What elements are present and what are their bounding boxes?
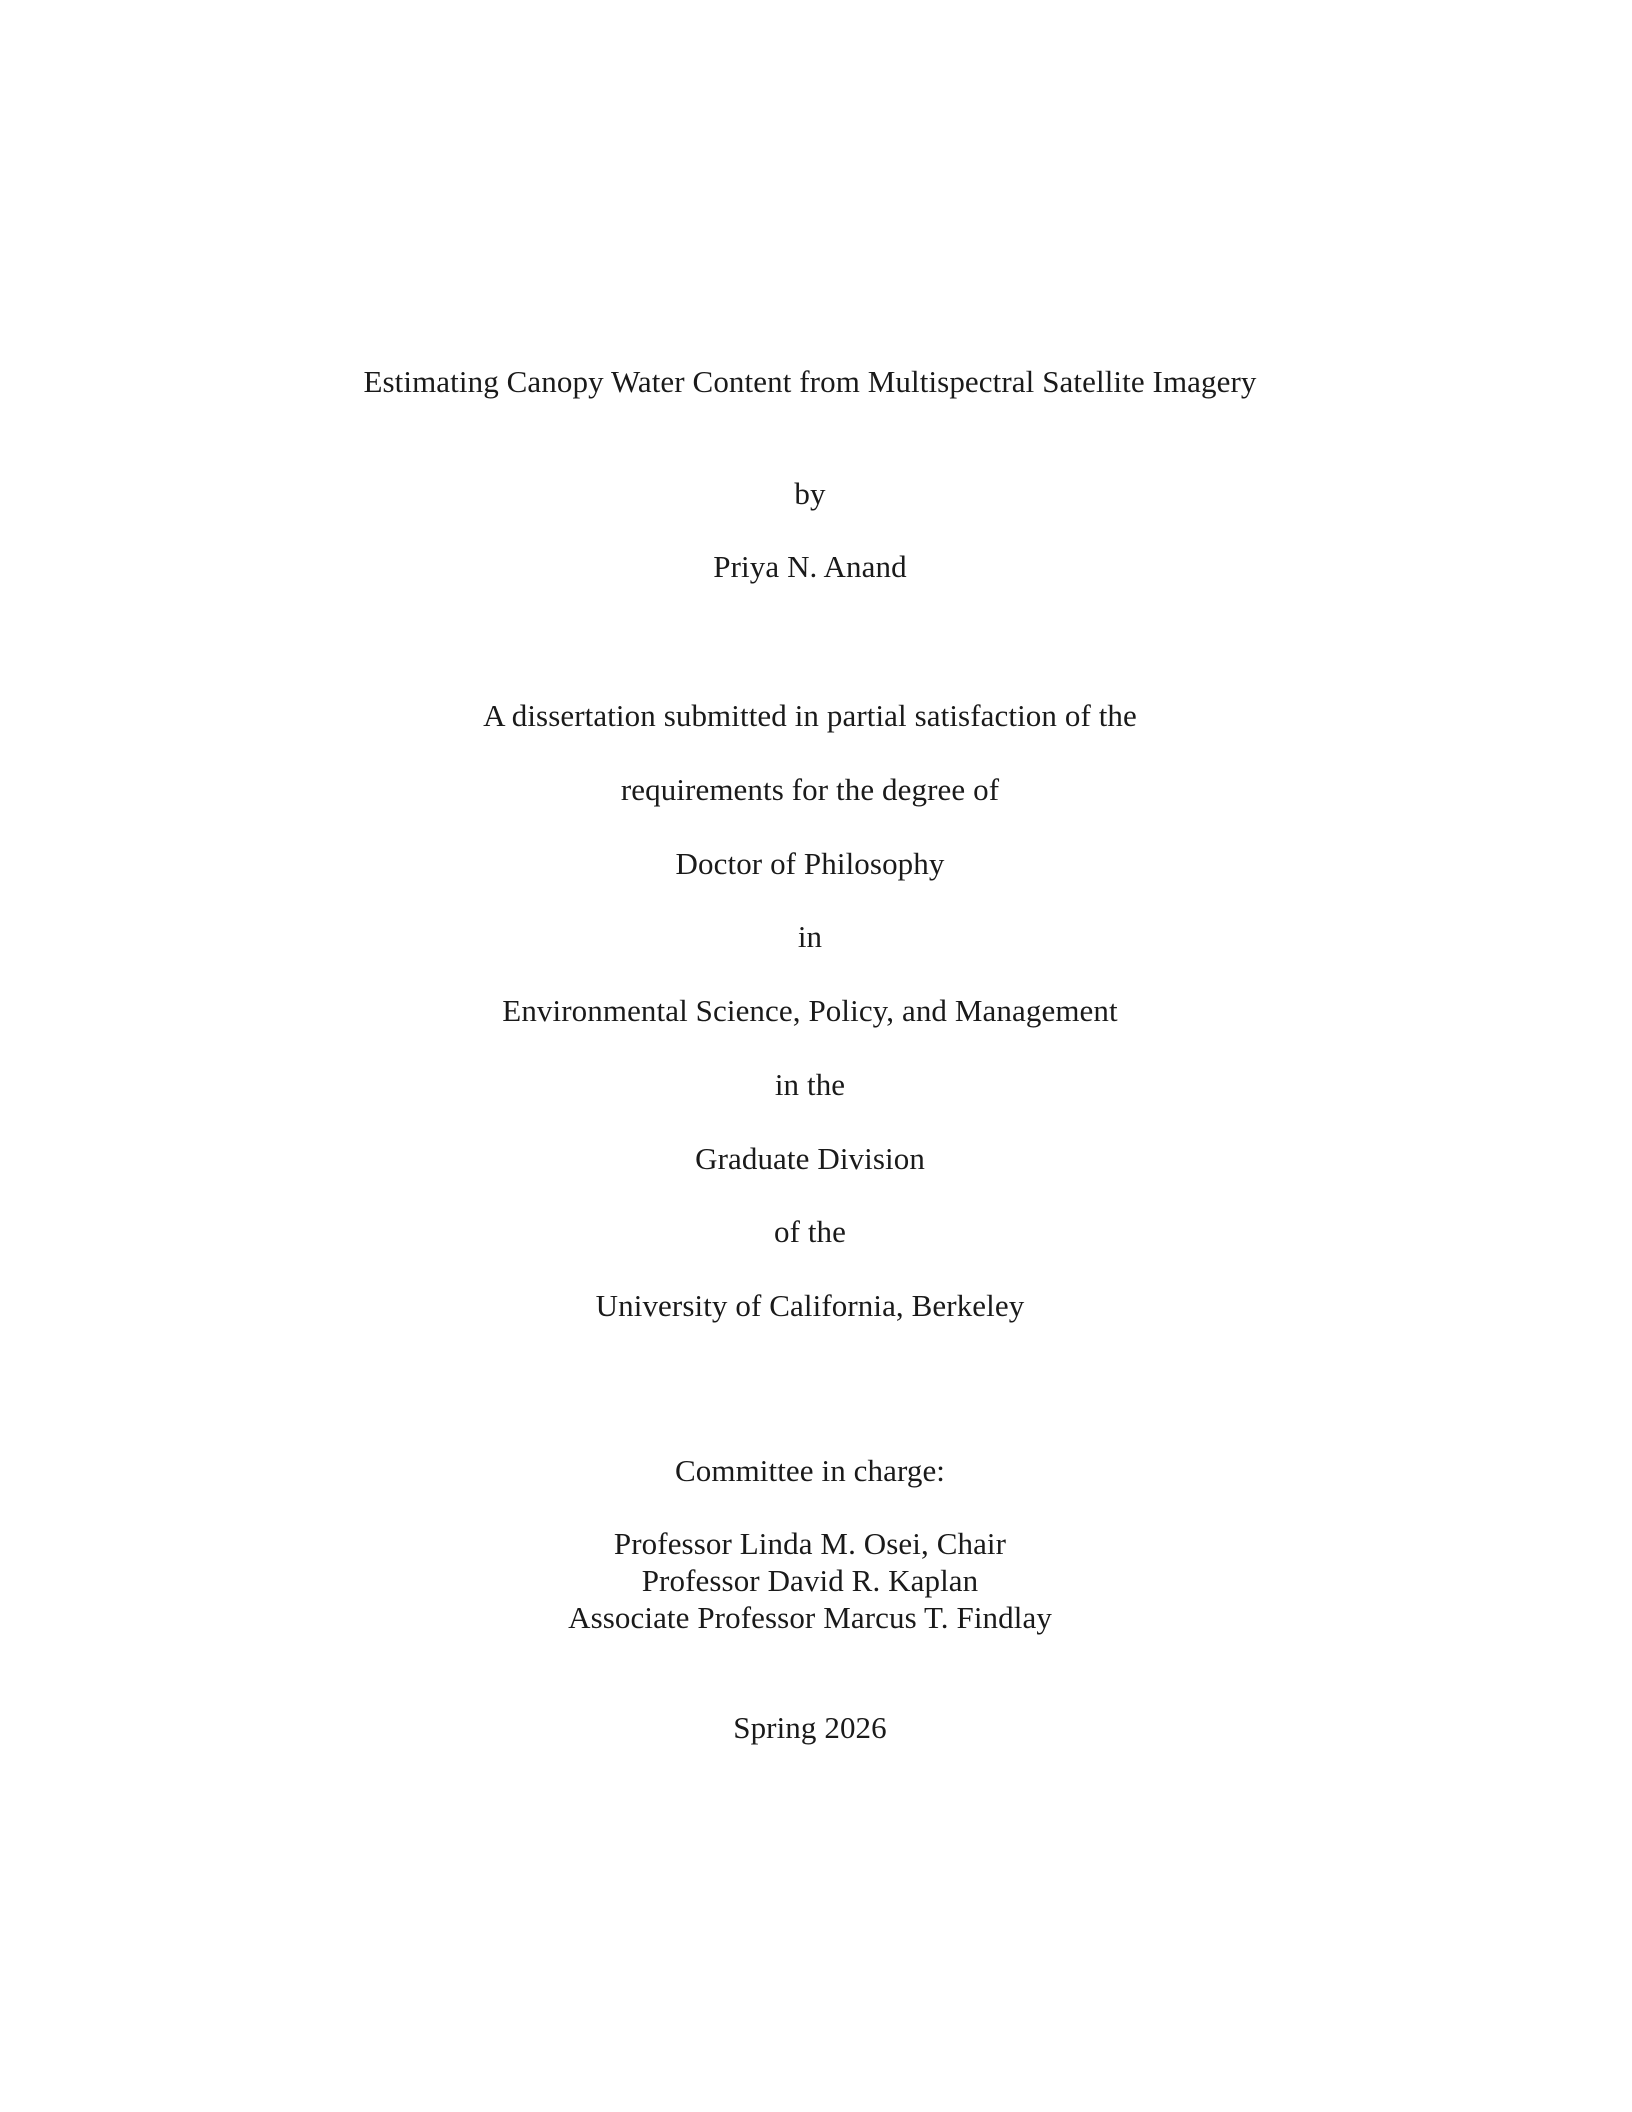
university-name: University of California, Berkeley [595, 1288, 1025, 1323]
committee-member: Professor Linda M. Osei, Chair [613, 1526, 1007, 1561]
in-the-label: in the [774, 1067, 846, 1102]
submission-term: Spring 2026 [733, 1710, 887, 1745]
graduate-division: Graduate Division [695, 1141, 925, 1176]
dissertation-title: Estimating Canopy Water Content from Multispectral Satellite Imagery [363, 364, 1257, 399]
committee-label: Committee in charge: [674, 1453, 946, 1488]
committee-member: Professor David R. Kaplan [641, 1563, 979, 1598]
author-name: Priya N. Anand [713, 549, 907, 584]
of-the-label: of the [773, 1214, 847, 1249]
in-label: in [797, 919, 823, 954]
committee-member: Associate Professor Marcus T. Findlay [568, 1600, 1052, 1635]
field-of-study: Environmental Science, Policy, and Management [502, 993, 1118, 1028]
submission-statement-line-1: A dissertation submitted in partial satisfaction of the [483, 698, 1137, 733]
degree-name: Doctor of Philosophy [675, 846, 945, 881]
submission-statement-line-2: requirements for the degree of [620, 772, 1000, 807]
by-label: by [794, 476, 826, 511]
